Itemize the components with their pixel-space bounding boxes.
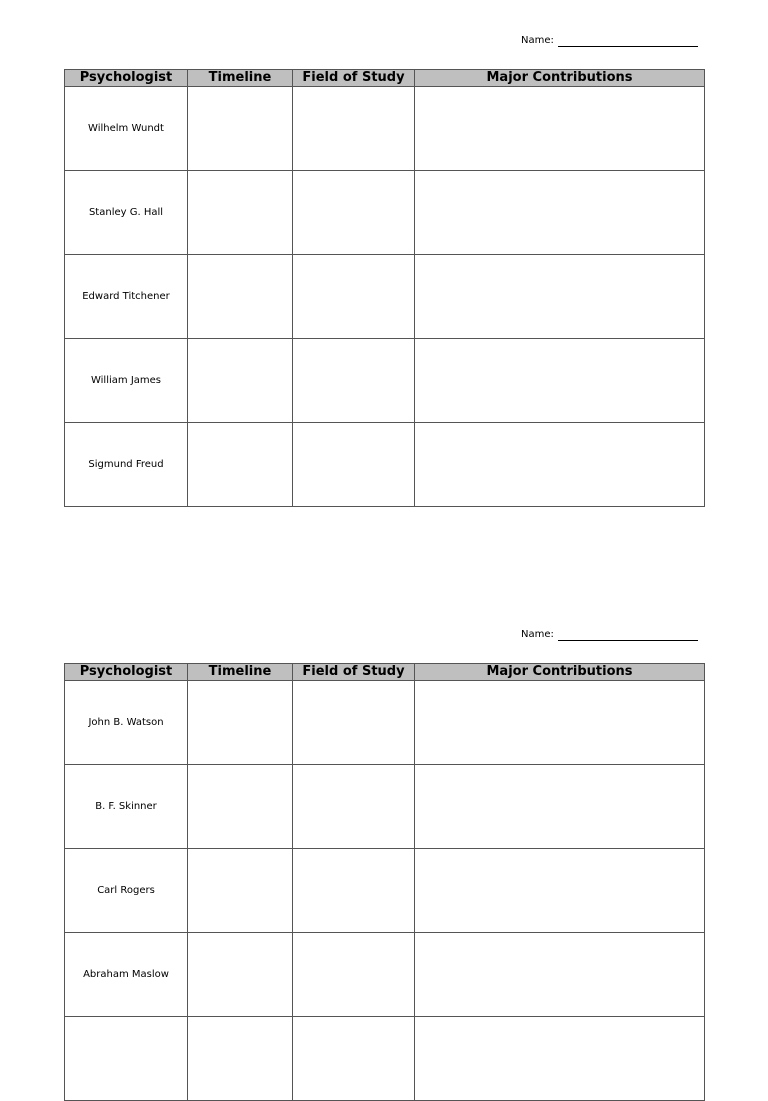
name-blank-line[interactable] <box>558 629 698 641</box>
field-of-study-cell[interactable] <box>293 765 415 849</box>
timeline-cell[interactable] <box>188 87 293 171</box>
header-major-contributions: Major Contributions <box>415 664 705 681</box>
major-contributions-cell[interactable] <box>415 423 705 507</box>
field-of-study-cell[interactable] <box>293 681 415 765</box>
table-row <box>65 849 705 933</box>
timeline-cell[interactable] <box>188 255 293 339</box>
psychologist-name: William James <box>65 339 188 423</box>
field-of-study-cell[interactable] <box>293 87 415 171</box>
psychologist-name: John B. Watson <box>65 681 188 765</box>
name-field-2 <box>521 629 698 641</box>
timeline-cell[interactable] <box>188 339 293 423</box>
table-row <box>65 171 705 255</box>
table-row <box>65 255 705 339</box>
table-row <box>65 1017 705 1101</box>
timeline-cell[interactable] <box>188 933 293 1017</box>
timeline-cell[interactable] <box>188 423 293 507</box>
field-of-study-cell[interactable] <box>293 933 415 1017</box>
header-timeline: Timeline <box>188 70 293 87</box>
psychologist-name: B. F. Skinner <box>65 765 188 849</box>
psychologist-name: Stanley G. Hall <box>65 171 188 255</box>
psychologist-name: Abraham Maslow <box>65 933 188 1017</box>
table-row <box>65 765 705 849</box>
major-contributions-cell[interactable] <box>415 87 705 171</box>
psychologist-name <box>65 1017 188 1101</box>
table-row <box>65 933 705 1017</box>
major-contributions-cell[interactable] <box>415 765 705 849</box>
major-contributions-cell[interactable] <box>415 681 705 765</box>
name-label: Name: <box>521 629 554 640</box>
table-row <box>65 339 705 423</box>
table-row <box>65 423 705 507</box>
table-header-row <box>65 70 705 87</box>
psychologist-name: Wilhelm Wundt <box>65 87 188 171</box>
header-field-of-study: Field of Study <box>293 70 415 87</box>
name-field-1 <box>521 35 698 47</box>
name-blank-line[interactable] <box>558 35 698 47</box>
psychologist-table-1 <box>64 69 705 507</box>
major-contributions-cell[interactable] <box>415 933 705 1017</box>
name-label: Name: <box>521 35 554 46</box>
major-contributions-cell[interactable] <box>415 1017 705 1101</box>
timeline-cell[interactable] <box>188 171 293 255</box>
field-of-study-cell[interactable] <box>293 423 415 507</box>
field-of-study-cell[interactable] <box>293 255 415 339</box>
header-major-contributions: Major Contributions <box>415 70 705 87</box>
major-contributions-cell[interactable] <box>415 339 705 423</box>
header-field-of-study: Field of Study <box>293 664 415 681</box>
field-of-study-cell[interactable] <box>293 849 415 933</box>
psychologist-table-2 <box>64 663 705 1101</box>
header-psychologist: Psychologist <box>65 664 188 681</box>
field-of-study-cell[interactable] <box>293 1017 415 1101</box>
table-row <box>65 87 705 171</box>
timeline-cell[interactable] <box>188 765 293 849</box>
table-header-row <box>65 664 705 681</box>
field-of-study-cell[interactable] <box>293 339 415 423</box>
major-contributions-cell[interactable] <box>415 171 705 255</box>
major-contributions-cell[interactable] <box>415 849 705 933</box>
header-timeline: Timeline <box>188 664 293 681</box>
table-row <box>65 681 705 765</box>
field-of-study-cell[interactable] <box>293 171 415 255</box>
timeline-cell[interactable] <box>188 681 293 765</box>
timeline-cell[interactable] <box>188 849 293 933</box>
major-contributions-cell[interactable] <box>415 255 705 339</box>
header-psychologist: Psychologist <box>65 70 188 87</box>
psychologist-name: Edward Titchener <box>65 255 188 339</box>
timeline-cell[interactable] <box>188 1017 293 1101</box>
psychologist-name: Sigmund Freud <box>65 423 188 507</box>
psychologist-name: Carl Rogers <box>65 849 188 933</box>
